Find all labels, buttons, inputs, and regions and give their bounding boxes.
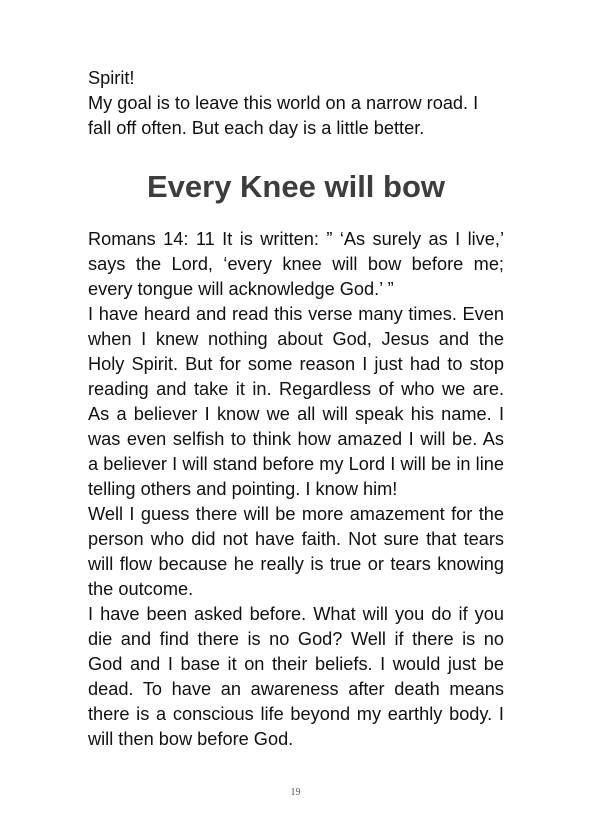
paragraph: Spirit! [88, 68, 135, 88]
top-text-block [88, 66, 504, 141]
paragraph: My goal is to leave this world on a narrow road. I fall off often. But each day is a little better. [88, 93, 479, 138]
page-number: 19 [290, 787, 301, 798]
paragraph: I have heard and read this verse many times. Even when I knew nothing about God, Jesus and the Holy Spirit. But for some reason I just had to stop reading and take it in. Regardless of who we are. As a believer I know we all will speak his name. I was even selfish to think how amazed I will be. As a believer I will stand before my Lord I will be in line telling others and pointing. I know him! [88, 304, 504, 499]
paragraph: I have been asked before. What will you do if you die and find there is no God? Well if there is no God and I base it on their beliefs. I would just be dead. To have an awareness after death means there is a conscious life beyond my earthly body. I will then bow before God. [88, 604, 504, 749]
body-text-block [88, 227, 504, 752]
paragraph: Well I guess there will be more amazement for the person who did not have faith. Not sure that tears will flow because he really is true or tears knowing the outcome. [88, 504, 504, 599]
section-heading: Every Knee will bow [146, 169, 446, 204]
scripture-paragraph: Romans 14: 11 It is written: ” ‘As surely as I live,’ says the Lord, ‘every knee will bow before me; every tongue will acknowledge God.’ ” [88, 229, 504, 299]
